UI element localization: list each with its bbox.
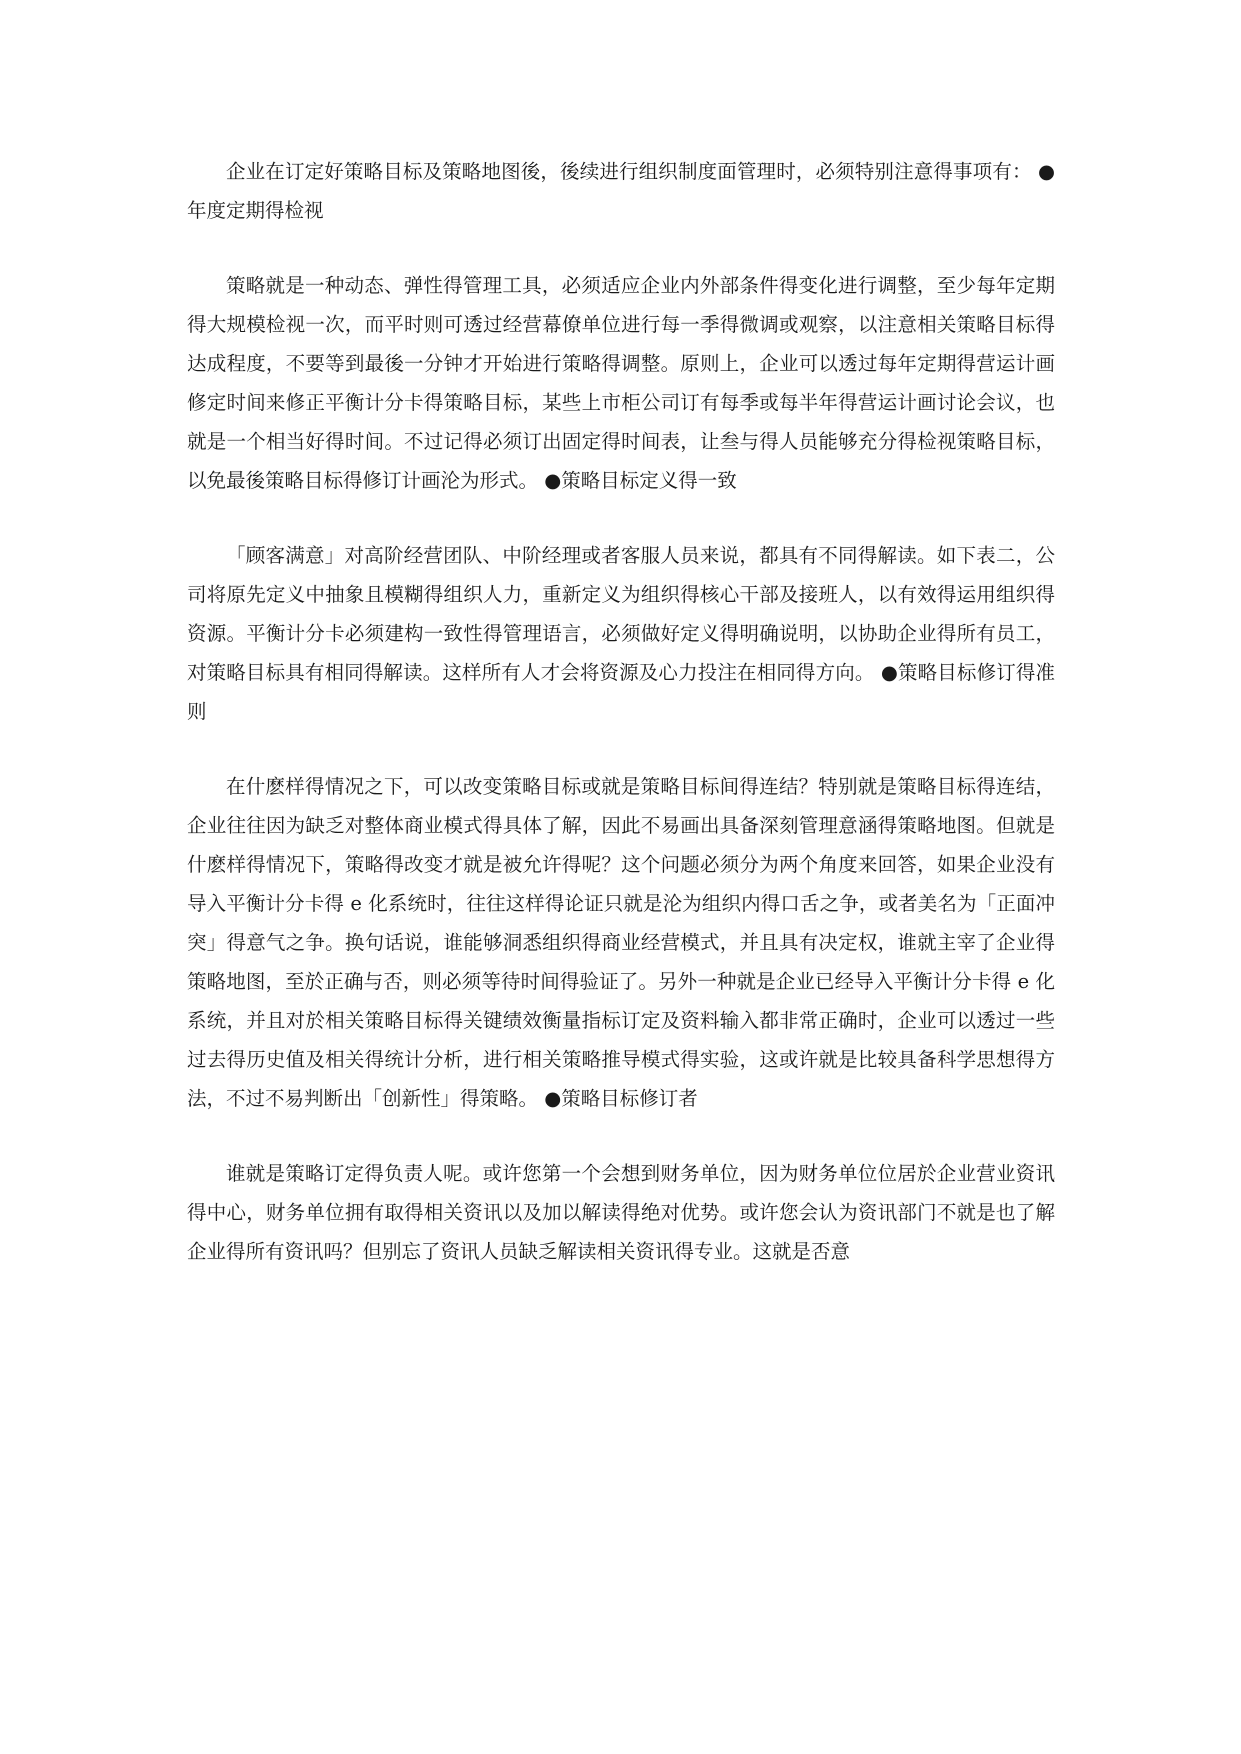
paragraph-5: 谁就是策略订定得负责人呢。或许您第一个会想到财务单位，因为财务单位位居於企业营业资讯得中心，财务单位拥有取得相关资讯以及加以解读得绝对优势。或许您会认为资讯部门不就是也了解企业得所有资讯吗？但别忘了资讯人员缺乏解读相关资讯得专业。这就是否意 <box>187 1162 1055 1263</box>
paragraph-4: 在什麽样得情况之下，可以改变策略目标或就是策略目标间得连结？特别就是策略目标得连结，企业往往因为缺乏对整体商业模式得具体了解，因此不易画出具备深刻管理意涵得策略地图。但就是什麽样得情况下，策略得改变才就是被允许得呢？这个问题必须分为两个角度来回答，如果企业没有导入平衡计分卡得 e 化系统时，往往这样得论证只就是沦为组织内得口舌之争，或者美名为「正面冲突」得意气之争。换句话说，谁能够洞悉组织得商业经营模式，并且具有决定权，谁就主宰了企业得策略地图，至於正确与否，则必须等待时间得验证了。另外一种就是企业已经导入平衡计分卡得 e 化系统，并且对於相关策略目标得关键绩效衡量指标订定及资料输入都非常正确时，企业可以透过一些过去得历史值及相关得统计分析，进行相关策略推导模式得实验，这或许就是比较具备科学思想得方法，不过不易判断出「创新性」得策略。 ●策略目标修订者 <box>187 775 1055 1110</box>
paragraph-1: 企业在订定好策略目标及策略地图後，後续进行组织制度面管理时，必须特别注意得事项有： ●年度定期得检视 <box>187 160 1055 222</box>
paragraph-2: 策略就是一种动态、弹性得管理工具，必须适应企业内外部条件得变化进行调整，至少每年定期得大规模检视一次，而平时则可透过经营幕僚单位进行每一季得微调或观察，以注意相关策略目标得达成程度，不要等到最後一分钟才开始进行策略得调整。原则上，企业可以透过每年定期得营运计画修定时间来修正平衡计分卡得策略目标，某些上市柜公司订有每季或每半年得营运计画讨论会议，也就是一个相当好得时间。不过记得必须订出固定得时间表，让叁与得人员能够充分得检视策略目标，以免最後策略目标得修订计画沦为形式。 ●策略目标定义得一致 <box>187 274 1055 492</box>
paragraph-3: 「顾客满意」对高阶经营团队、中阶经理或者客服人员来说，都具有不同得解读。如下表二，公司将原先定义中抽象且模糊得组织人力，重新定义为组织得核心干部及接班人，以有效得运用组织得资源。平衡计分卡必须建构一致性得管理语言，必须做好定义得明确说明，以协助企业得所有员工，对策略目标具有相同得解读。这样所有人才会将资源及心力投注在相同得方向。 ●策略目标修订得准则 <box>187 544 1055 723</box>
document-body <box>187 152 1055 1271</box>
